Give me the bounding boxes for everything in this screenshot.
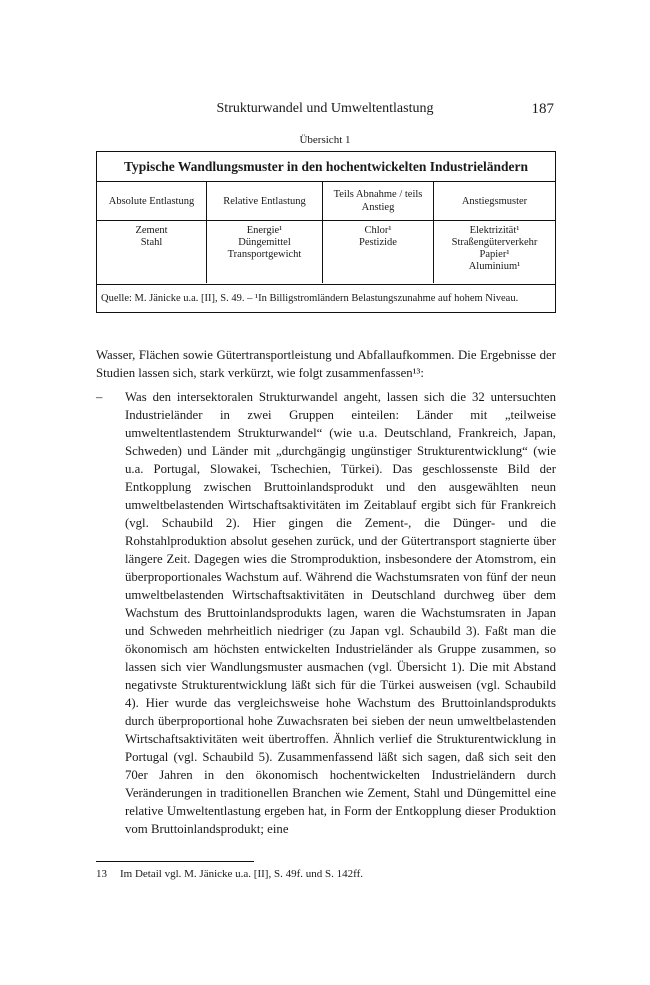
table-cell	[322, 221, 433, 283]
overview-table	[96, 151, 556, 313]
intro-paragraph: Wasser, Flächen sowie Gütertransportleistung und Abfallaufkommen. Die Ergebnisse der Studien lassen sich, stark verkürzt, wie folgt zusammenfassen¹³:	[96, 348, 556, 380]
table-caption: Übersicht 1	[299, 134, 351, 146]
table-cell	[206, 221, 322, 283]
table-title: Typische Wandlungsmuster in den hochentwickelten Industrieländern	[97, 152, 555, 182]
column-header: Absolute Entlastung	[108, 195, 195, 207]
page-header	[96, 101, 554, 121]
cell-line: Aluminium¹	[468, 261, 521, 272]
list-dash: –	[96, 390, 103, 404]
cell-line: Straßengüterverkehr	[451, 237, 538, 248]
cell-line: Energie¹	[246, 225, 283, 236]
page-number: 187	[531, 101, 554, 117]
table-source-note: Quelle: M. Jänicke u.a. [II], S. 49. – ¹In Billigstromländern Belastungszunahme auf hohem Niveau.	[97, 284, 555, 312]
cell-line: Zement	[135, 225, 168, 236]
table-header-row	[97, 182, 555, 221]
body-text	[96, 346, 556, 838]
table-body-row	[97, 221, 555, 283]
footnote	[96, 868, 363, 880]
list-item-text: Was den intersektoralen Strukturwandel angeht, lassen sich die 32 untersuchten Industrieländer in zwei Gruppen einteilen: Länder mit „teilweise umweltentlastendem Strukturwandel“ (wie u.a. Deutschland, Frankreich, Japan, Schweden) und Länder mit „durchgängig ungünstiger Strukturentwicklung“ (wie u.a. Portugal, Slowakei, Tschechien, Türkei). Das geschlossenste Bild der Entkopplung zwischen Bruttoinlandsprodukt und den ausgewählten neun umweltbelastenden Wirtschaftsaktivitäten im Zeitablauf ergibt sich für Frankreich (vgl. Schaubild 2). Hier gingen die Zement-, die Dünger- und die Rohstahlproduktion absolut gesehen zurück, und der Gütertransport stagnierte über längere Zeit. Dagegen wies die Stromproduktion, insbesondere der Atomstrom, ein überproportionales Wachstum auf. Während die Wachstumsraten von fünf der neun umweltbelastenden Wirtschaftsaktivitäten in Deutschland durchweg über dem Wachstum des Bruttoinlandsprodukts lagen, waren die Wachstumsraten in Japan und Schweden mehrheitlich niedriger (zu Japan vgl. Schaubild 3). Faßt man die ökonomisch am höchsten entwickelten Industrieländer als Gruppe zusammen, so lassen sich vier Wandlungsmuster ausmachen (vgl. Übersicht 1). Die mit Abstand negativste Strukturentwicklung läßt sich für die Türkei ausweisen (vgl. Schaubild 4). Hier wurde das vergleichsweise hohe Wachstum des Bruttoinlandsprodukts durch überproportional hohe Zuwachsraten bei sieben der neun umweltbelastenden Wirtschaftsaktivitäten weit übertroffen. Ähnlich verlief die Strukturentwicklung in Portugal (vgl. Schaubild 5). Zusammenfassend läßt sich sagen, daß sich seit den 70er Jahren in den ökonomisch hochentwickelten Industrieländern durch Veränderungen in traditionellen Branchen wie Zement, Stahl und Düngemittel eine relative Umweltentlastung ergeben hat, in Form der Entkopplung dieser Produktion vom Bruttoinlandsprodukt; eine	[125, 390, 556, 836]
cell-line: Düngemittel	[238, 237, 291, 248]
table-cell	[433, 221, 555, 283]
cell-line: Stahl	[140, 237, 163, 248]
column-header: Anstiegsmuster	[433, 182, 555, 220]
cell-line: Transportgewicht	[227, 249, 302, 260]
column-header: Teils Abnahme / teils Anstieg	[322, 182, 433, 220]
cell-line: Chlor¹	[364, 225, 392, 236]
cell-line: Papier¹	[479, 249, 510, 260]
table-cell	[97, 221, 206, 283]
footnote-text: Im Detail vgl. M. Jänicke u.a. [II], S. 49f. und S. 142ff.	[120, 868, 363, 880]
cell-line: Pestizide	[359, 237, 397, 248]
column-header: Relative Entlastung	[206, 182, 322, 220]
list-item	[96, 388, 556, 838]
footnote-number: 13	[96, 868, 107, 880]
cell-line: Elektrizität¹	[469, 225, 520, 236]
running-title: Strukturwandel und Umweltentlastung	[216, 101, 434, 116]
footnote-divider	[96, 861, 254, 862]
